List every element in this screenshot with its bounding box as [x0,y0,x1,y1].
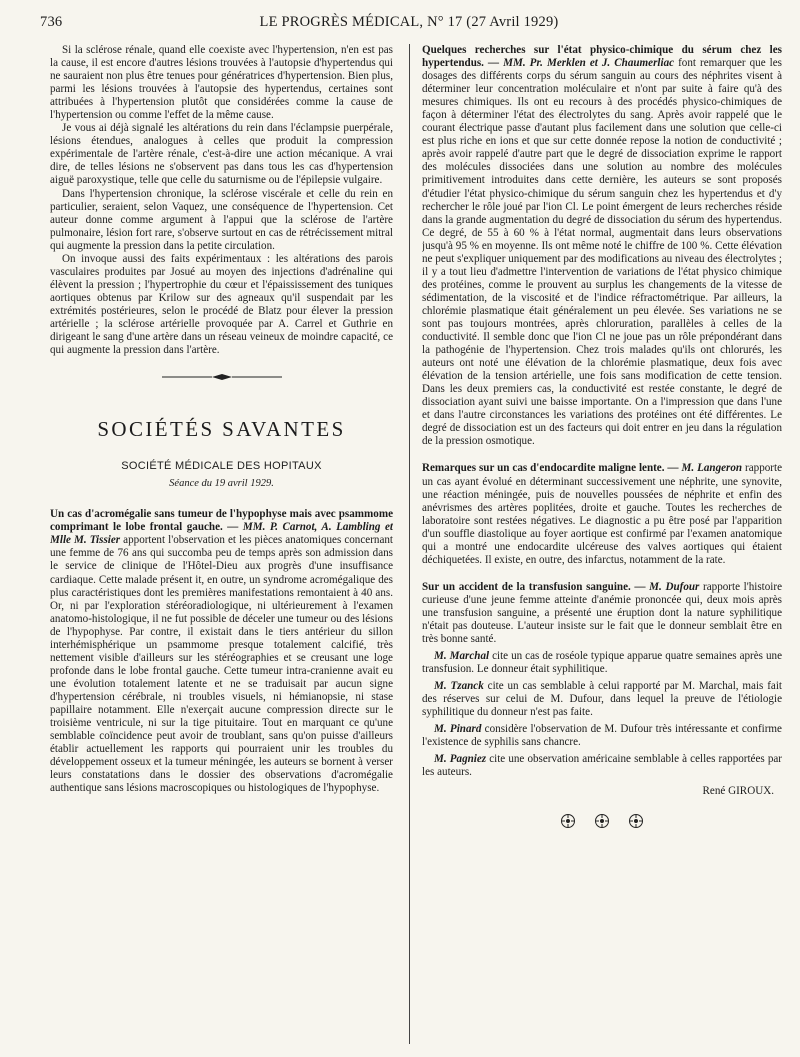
paragraph: Dans l'hypertension chronique, la sclérose viscérale et celle du rein en particulier, seraient, selon Vaquez, une conséquence de l'hypertension. Cet auteur donne comme argument à l'appui que la sclérose de l'artère pulmonaire, lésion fort rare, s'observe surtout en cas de rétrécissement mitral qui augmente la pression dans la petite circulation. [50,187,393,252]
flower-ornament-icon [628,813,644,829]
communication [50,508,393,795]
communication [422,581,782,799]
discussant-name: M. Marchal [434,650,490,663]
discussant-name: M. Tzanck [434,680,484,693]
discussant-text: cite une observation américaine semblable à celles rapportées par les auteurs. [422,753,782,779]
author-signature: René GIROUX. [702,785,774,798]
discussant-name: M. Pagniez [434,753,487,766]
ornament-rule-icon [162,372,282,382]
flower-ornament-icon [560,813,576,829]
right-column [422,44,782,1044]
communication-authors: — MM. Pr. Merklen et J. Chaumerliac [488,57,675,70]
discussion-remark [422,650,782,676]
left-column [50,44,393,1044]
communication-body: font remarquer que les dosages des différents corps du sérum sanguin au cours des néphrites visent à déterminer leur concentration moléculaire et n'ont par suite à faire qu'à des mesures chimiques. Ils ont eu recours à des procédés physico-chimiques de façon à déterminer l'état des électrolytes du sang. Après avoir rappelé que le courant électrique passe d'autant plus facilement dans une solution que celle-ci est plus riche en ions et que sur cette donnée repose la notion de conductivité ; après avoir rappelé d'autre part que le degré de dissociation exprime le rapport des molécules dissociées dans une solution au nombre des molécules primitivement introduites dans cette dernière, les auteurs se sont proposés d'étudier l'état physico-chimique du sérum sanguin chez les hypertendus et d'y rechercher le rôle joué par l'ion Cl. Le point émergent de leurs recherches réside dans la grande augmentation du degré de dissociation du sérum des hypertendus. Ce degré, de 55 à 60 % à l'état normal, augmentait dans leurs observations jusqu'à 95 % en moyenne. Ils ont même noté le chiffre de 100 %. Cette élévation ne peut s'expliquer uniquement par des modifications au niveau des électrolytes ; il y a tout lieu d'admettre l'intervention de variations de l'état physico chimique des protéines, comme le prouvent au surplus les changements de la vitesse de sédimentation, de la viscosité et de l'indice réfractométrique. Par ailleurs, la chlorémie plasmatique était généralement un peu élevée. Ses variations ne se sont pas toujours montrées, après chloruration, parallèles à celles de la conductivité. Il semble donc que l'ion Cl ne joue pas un rôle prépondérant dans la pathogénie de l'hypertension. Chez trois malades qu'ils ont chlorurés, les auteurs ont noté une élévation de la chlorémie plasmatique, deux fois avec élévation de la tension artérielle, une fois sans modification de cette tension. Dans les deux premiers cas, la conductivité est restée constante, le degré de dissociation ayant suivi une baisse importante. On a l'impression que dans l'une et dans l'autre circonstances les variations des protéines ont été différentes. Le degré de dissociation est un des facteurs qui doit entrer en jeu dans la régulation de la pression osmotique. [422,57,782,448]
paragraph: On invoque aussi des faits expérimentaux : les altérations des parois vasculaires produites par Josué au moyen des injections d'adrénaline qui élèvent la pression ; l'hypertrophie du cœur et l'épaississement des tuniques aortiques obtenus par Krilow sur des agneaux qu'il suspendait par les extrémités postérieures, selon le procédé de Blatz pour élever la pression artérielle ; la sclérose artérielle provoquée par A. Carrel et Guthrie en dirigeant le sang d'une artère dans un réseau veineux de moindre capacité, ce qui augmente la pression dans l'artère. [50,252,393,357]
discussant-text: cite un cas de roséole typique apparue quatre semaines après une transfusion. Le donneur était syphilitique. [422,650,782,676]
page-header [40,14,778,34]
communication-body: rapporte l'histoire curieuse d'une jeune femme atteinte d'anémie prononcée qui, deux mois après une transfusion sanguine, a présenté une éruption dont la nature syphilitique n'était pas douteuse. L'auteur insiste sur le fait que le donneur semblait être en très bonne santé. [422,580,782,646]
communication-body: apportent l'observation et les pièces anatomiques concernant une femme de 76 ans qui succomba peu de temps après son admission dans le service de clinique de l'Hôtel-Dieu aux progrès d'une insuffisance cardiaque. Cette malade présent it, en outre, un syndrome acromégalique des plus caractéristiques dont les premières manifestations remontaient à 40 ans. Or, ni par l'exploration stéréoradiologique, ni ultérieurement à l'examen anatomo-histologique, il ne fut possible de déceler une tumeur ou des lésions de l'hypophyse. Par contre, il existait dans le tiers antérieur du sillon interhémisphérique un psammome presque totalement calcifié, très nettement visible d'ailleurs sur les stéréographies et se creusant une loge profonde dans le lobe frontal gauche. Cette tumeur intra-cranienne avait eu une évolution totalement latente et ne se traduisait par aucun signe d'hypertension cérébrale, ni troubles visuels, ni hémianopsie, ni stase papillaire notamment. Elle n'exerçait aucune compression directe sur le troisième ventricule, ni sur la tige pituitaire. Tout en marquant ce qu'une semblable coïncidence peut avoir de troublant, sans qu'on puisse d'ailleurs établir actuellement les rapports qui pourraient unir les troubles du développement osseux et la tumeur méningée, les auteurs se bornent à verser leurs constatations dans le dossier des observations d'acromégalie authentique sans lésions macroscopiques ou histologiques de l'hypophyse. [50,534,393,795]
communication-title: Quelques recherches sur l'état physico-chimique du sérum chez les hypertendus. [422,44,782,70]
communication [422,462,782,566]
communication-authors: — MM. P. Carnot, A. Lambling et Mlle M. Tissier [50,521,393,547]
communication [422,44,782,448]
discussion-remark [422,680,782,719]
discussant-name: M. Pinard [434,723,482,736]
society-title: SOCIÉTÉ MÉDICALE DES HOPITAUX [121,460,322,473]
section-title: SOCIÉTÉS SAVANTES [97,417,346,442]
communication-title: Un cas d'acromégalie sans tumeur de l'hypophyse mais avec psammome comprimant le lobe frontal gauche. [50,508,393,534]
communication-body: rapporte un cas ayant évolué en déterminant successivement une néphrite, une synovite, une réaction méningée, puis de nouvelles poussées de néphrite et enfin des anévrismes des artères poplitées, droite et gauche. Toutes les recherches de laboratoire sont restées négatives. Le diagnostic a pu être posé par l'apparition d'un souffle diastolique au foyer aortique est confirmé par l'examen anatomique qui a montré une endocardite ulcéreuse des valves aortiques qui étaient déchiquetées. Il existe, en outre, des infarctus, notamment de la rate. [422,462,782,566]
column-divider [409,44,410,1044]
page-number: 736 [40,14,63,30]
running-title: LE PROGRÈS MÉDICAL, N° 17 (27 Avril 1929) [259,14,559,30]
section-ornament [50,357,393,397]
session-date: Séance du 19 avril 1929. [169,478,274,490]
closing-ornaments [422,813,782,829]
discussant-text: cite un cas semblable à celui rapporté par M. Marchal, mais fait des réserves sur celui de M. Dufour, dans lequel la preuve de l'étiologie syphilitique du donneur n'est pas faite. [422,680,782,719]
communication-authors: — M. Langeron [667,462,743,475]
paragraph: Je vous ai déjà signalé les altérations du rein dans l'éclampsie puerpérale, lésions étendues, analogues à celles que produit la compression expérimentale de l'artère rénale, c'est-à-dire une action mécanique. A vrai dire, de telles lésions ne s'observent pas dans tous les cas d'hypertension aiguë paroxystique, telle que celle du saturnisme ou de l'épilepsie vulgaire. [50,122,393,187]
flower-ornament-icon [594,813,610,829]
communication-title: Sur un accident de la transfusion sanguine. [422,580,631,593]
communication-title: Remarques sur un cas d'endocardite maligne lente. [422,462,665,475]
discussion-remark [422,723,782,749]
discussion-remark [422,753,782,779]
discussant-text: considère l'observation de M. Dufour très intéressante et confirme l'existence de syphilis sans chancre. [422,723,782,749]
communication-authors: — M. Dufour [634,580,700,593]
paragraph: Si la sclérose rénale, quand elle coexiste avec l'hypertension, n'en est pas la cause, il est encore d'autres lésions trouvées à l'autopsie d'hypertendus qui ne sauraient non plus être tenues pour génératrices d'hypertension. Bien plus, parmi les lésions trouvées à l'autopsie des hypertendus, certaines sont attribuées à l'hypertension plutôt que considérées comme la cause de l'hypertension ou comme l'effet de la même cause. [50,44,393,122]
